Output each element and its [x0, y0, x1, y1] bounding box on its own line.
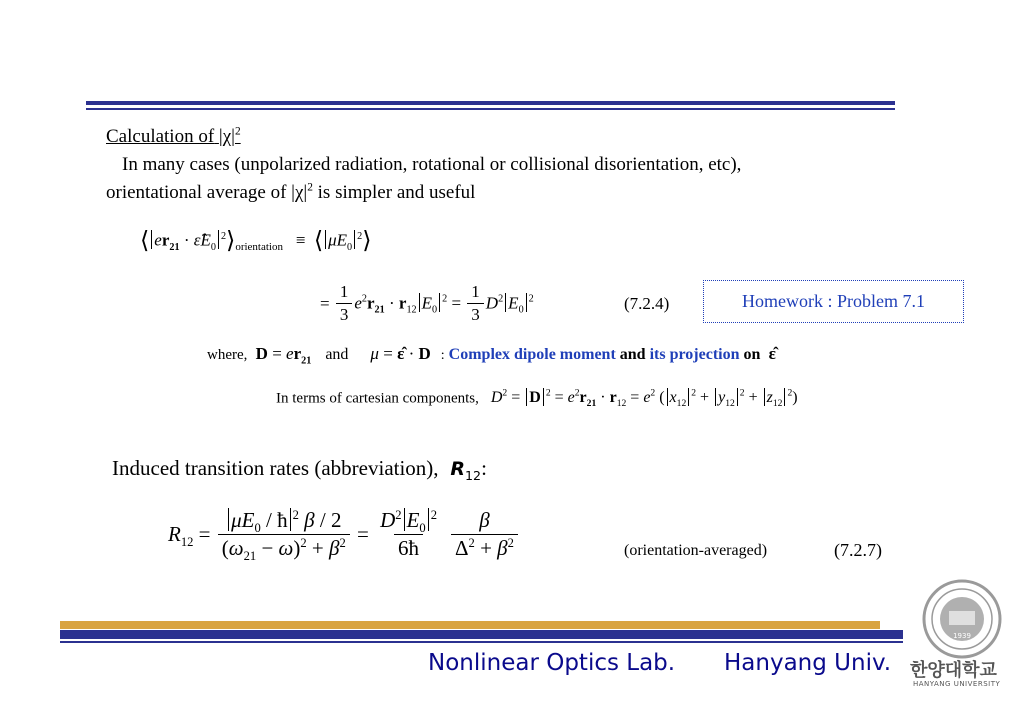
university-name-english: HANYANG UNIVERSITY: [913, 680, 1001, 688]
heading-symbol: |χ|: [218, 126, 235, 147]
equation-number-7-2-7: (7.2.7): [834, 540, 882, 560]
top-rule-thin: [86, 108, 895, 110]
seal-year: 1939: [953, 632, 971, 640]
bottom-bar-navy: [60, 630, 903, 639]
where-colon: :: [440, 348, 445, 363]
homework-text: Homework : Problem 7.1: [742, 291, 925, 311]
intro-line-2: [106, 182, 475, 204]
cartesian-line: In terms of cartesian components, $D^2 = D$ $^2 = e^2r_{21} \cdot r_{12} = e^2$ ( $x_{12}^2 + y_{12}^2 + z_{12}^2$): [276, 388, 798, 410]
equiv-symbol: ≡: [295, 230, 306, 250]
where-and: and: [325, 346, 349, 363]
bottom-bar-gold: [60, 621, 880, 629]
desc-and: and: [619, 346, 646, 363]
where-label: where,: [207, 347, 248, 363]
rates-colon: :: [481, 456, 487, 480]
complex-dipole-desc: Complex dipole moment: [448, 346, 616, 363]
footer-lab: Nonlinear Optics Lab.: [428, 650, 676, 676]
university-name-korean: 한양대학교: [910, 660, 997, 681]
footer-university: Hanyang Univ.: [724, 650, 892, 676]
intro-line-2-b: is simpler and useful: [312, 182, 476, 203]
desc-on: on: [743, 346, 761, 363]
university-seal-logo: [921, 578, 1003, 660]
intro-line-1: In many cases (unpolarized radiation, rotational or collisional disorientation, etc),: [122, 154, 742, 175]
homework-box: [703, 280, 964, 323]
section-heading: [106, 126, 241, 148]
equation-7-2-7: $R_{12}$ = $\frac{\mu E_0 / ħ ^2 \beta / 2}{(\omega_{21} - \omega)^2 + \beta^2}$ = $\frac{D^2 E_0^2}{6ħ}$ $\frac{\beta}{\Delta^2 + \beta^2}$: [168, 508, 520, 561]
orientation-subscript: orientation: [235, 241, 283, 254]
projection-desc: its projection: [649, 346, 740, 363]
intro-line-2-sup: 2: [307, 181, 313, 194]
heading-prefix: Calculation of: [106, 126, 215, 147]
equation-7-2-4: = $\frac{1}{3}$ $e^2r_{21} \cdot r_{12}$ $E_0^2$ = $\frac{1}{3}$ $D^2$ $E_0^2$: [320, 282, 534, 324]
cartesian-label: In terms of cartesian components,: [276, 390, 479, 407]
intro-line-2-a: orientational average of |χ|: [106, 182, 308, 203]
top-rule-thick: [86, 101, 895, 105]
rates-label: Induced transition rates (abbreviation),: [112, 456, 439, 480]
orientation-averaged-note: (orientation-averaged): [624, 542, 768, 559]
where-line: where, $D = er_{21}$ and μ = ε̂ · D : Complex dipole moment and its projection on ε̂: [207, 344, 776, 367]
equation-number-7-2-4: (7.2.4): [624, 294, 670, 313]
heading-power: 2: [234, 125, 241, 138]
bottom-bar-navy-thin: [60, 641, 903, 643]
rates-heading: Induced transition rates (abbreviation), $R_{12}$:: [112, 456, 487, 484]
equation-orientation-average: ⟨ $er_{21}$ · $\varepsilon̂E_0^2⟩_{orientation}$ ≡ ⟨ $\mu E_0^2⟩$: [140, 228, 372, 254]
